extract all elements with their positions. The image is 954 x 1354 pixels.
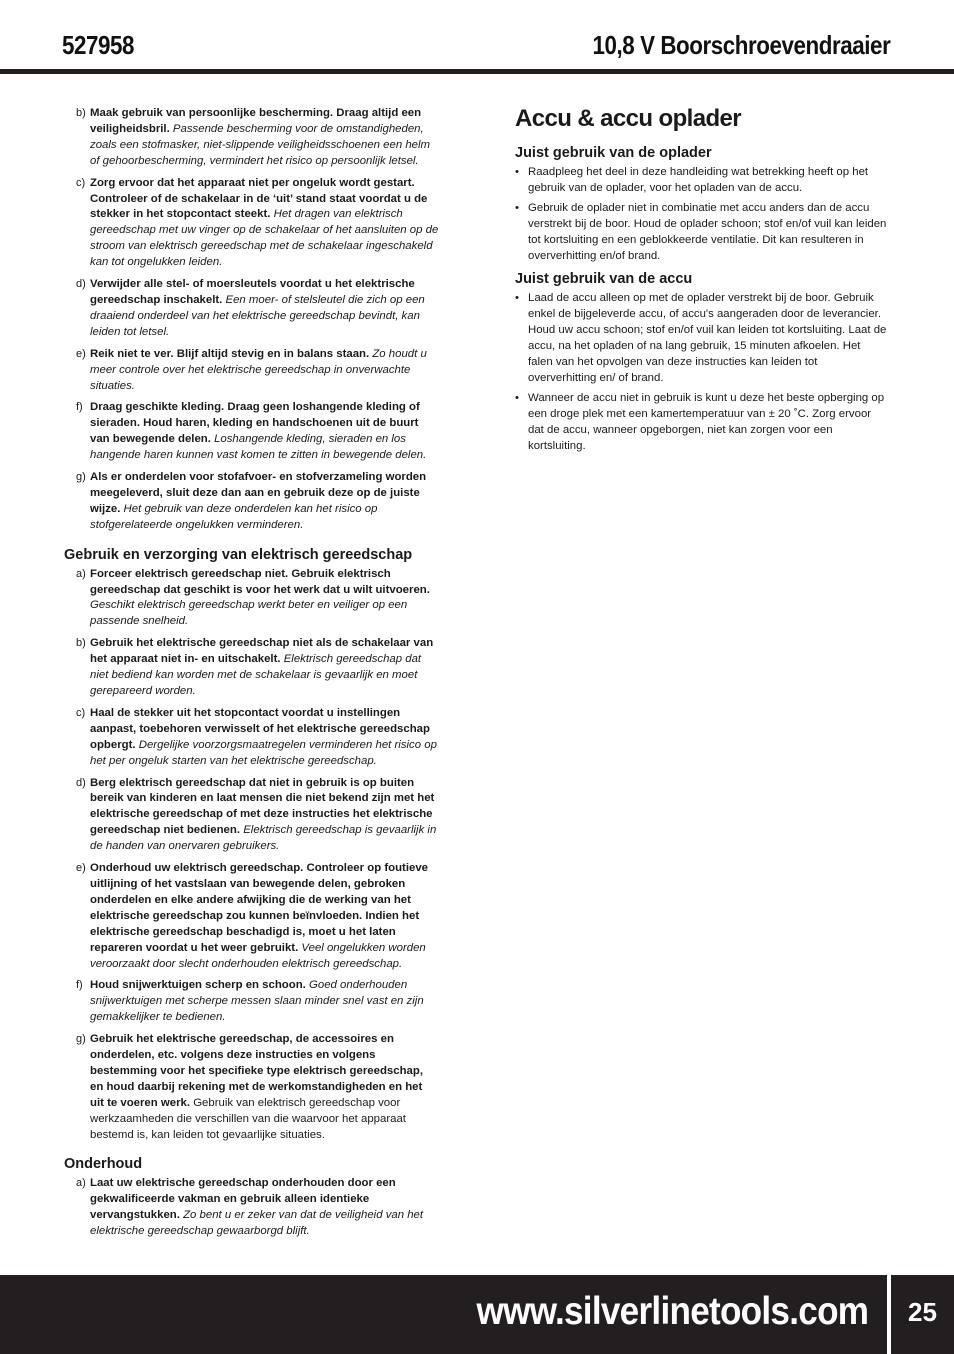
list-item	[64, 470, 439, 534]
battery-section-title: Accu & accu oplader	[515, 105, 742, 132]
list-item	[64, 1176, 439, 1240]
item-letter: b)	[76, 107, 86, 119]
item-instruction: Haal de stekker uit het stopcontact voordat u instellingen aanpast, toebehoren verwisselt of het elektrische gereedschap opbergt.	[90, 706, 430, 751]
page-number: 25	[908, 1297, 937, 1327]
list-item	[64, 347, 439, 395]
item-letter: a)	[76, 567, 86, 580]
item-explanation: Gebruik van elektrisch gereedschap voor werkzaamheden die verschillen van die waarvoor het apparaat bestemd is, kan leiden tot gevaarlijke situaties.	[90, 1096, 406, 1141]
item-explanation: Zo bent u er zeker van dat de veiligheid van het elektrische gereedschap gewaarborgd blijft.	[90, 1209, 424, 1238]
bullet-text: Wanneer de accu niet in gebruik is kunt u deze het beste opberging op een droge plek met een kamertemperatuur van ± 20 ˚C. Zorg ervoor dat de accu, wanneer opgeborgen, niet kan zorgen voor een kortsluiting.	[528, 391, 885, 452]
right-column	[515, 104, 887, 459]
bullet-item	[515, 391, 887, 455]
item-explanation: Passende bescherming voor de omstandigheden, zoals een stofmasker, niet-slippende veiligheidsschoenen een helm of gehoorbescherming, vermindert het risico op persoonlijk letsel.	[90, 122, 431, 167]
item-letter: b)	[76, 637, 86, 650]
item-instruction: Verwijder alle stel- of moersleutels voordat u het elektrische gereedschap inschakelt.	[90, 278, 415, 306]
item-instruction: Berg elektrisch gereedschap dat niet in gebruik is op buiten bereik van kinderen en laat mensen die niet bekend zijn met het elektrische gereedschap of met deze instructies het elektrische gereedschap niet bedienen.	[90, 776, 435, 837]
item-instruction: Als er onderdelen voor stofafvoer- en stofverzameling worden meegeleverd, sluit deze dan aan en gebruik deze op de juiste wijze.	[90, 471, 427, 515]
item-explanation: Dergelijke voorzorgsmaatregelen verminderen het risico op het per ongeluk starten van het elektrische gereedschap.	[90, 738, 437, 767]
bullet-item	[515, 165, 887, 197]
item-explanation: Veel ongelukken worden veroorzaakt door slecht onderhouden elektrisch gereedschap.	[90, 941, 426, 970]
website-url: www.silverlinetools.com	[476, 1290, 868, 1333]
section-heading-maintenance: Onderhoud	[64, 1156, 143, 1173]
list-item	[64, 106, 439, 170]
item-explanation: Goed onderhouden snijwerktuigen met scherpe messen slaan minder snel vast en zijn gemakkelijker te bedienen.	[90, 979, 424, 1024]
maintenance-list	[64, 1176, 439, 1240]
left-column	[64, 106, 439, 1246]
item-letter: a)	[76, 1177, 86, 1190]
item-instruction: Gebruik het elektrische gereedschap, de accessoires en onderdelen, etc. volgens deze instructies en volgens bestemming voor het specifieke type elektrisch gereedschap, en houd daarbij rekening met de werkomstandigheden en het uit te voeren werk.	[90, 1033, 423, 1109]
list-item	[64, 400, 439, 464]
item-explanation: Zo houdt u meer controle over het elektrische gereedschap in onverwachte situaties.	[90, 347, 427, 392]
list-item	[64, 706, 439, 770]
charger-bullets	[515, 165, 887, 264]
section-heading-tool-care: Gebruik en verzorging van elektrisch gereedschap	[64, 546, 413, 563]
item-explanation: Het gebruik van deze onderdelen kan het risico op stofgerelateerde ongelukken verminderen.	[90, 502, 378, 531]
item-instruction: Houd snijwerktuigen scherp en schoon.	[90, 979, 306, 992]
item-instruction: Onderhoud uw elektrisch gereedschap. Controleer op foutieve uitlijning of het vastslaan van bewegende delen, gebroken onderdelen en elke andere afwijking die de werking van het elektrische gereedschap zou kunnen beïnvloeden. Indien het elektrische gereedschap beschadigd is, moet u het laten repareren voordat u het weer gebruikt.	[90, 862, 428, 954]
item-instruction: Forceer elektrisch gereedschap niet. Gebruik elektrisch gereedschap dat geschikt is voor het werk dat u wilt uitvoeren.	[90, 567, 430, 596]
item-instruction: Zorg ervoor dat het apparaat niet per ongeluk wordt gestart. Controleer of de schakelaar in de ‘uit’ stand staat voordat u de stekker in het stopcontact steekt.	[90, 176, 428, 221]
item-letter: d)	[76, 278, 86, 291]
product-title: 10,8 V Boorschroevendraaier	[592, 30, 890, 60]
item-explanation: Geschikt elektrisch gereedschap werkt beter en veiliger op een passende snelheid.	[90, 599, 408, 628]
item-letter: d)	[76, 776, 86, 789]
bullet-dot: •	[515, 292, 519, 305]
item-letter: f)	[76, 979, 83, 992]
bullet-text: Raadpleeg het deel in deze handleiding wat betrekking heeft op het gebruik van de oplader, voor het opladen van de accu.	[528, 166, 869, 194]
item-instruction: Gebruik het elektrische gereedschap niet als de schakelaar van het apparaat niet in- en uitschakelt.	[90, 637, 434, 666]
charger-use-heading: Juist gebruik van de oplader	[515, 145, 712, 161]
header-rule	[0, 69, 954, 74]
item-letter: c)	[76, 706, 86, 719]
item-explanation: Elektrisch gereedschap dat niet bediend kan worden met de schakelaar is gevaarlijk en moet gerepareerd worden.	[90, 653, 422, 697]
item-letter: c)	[76, 176, 86, 189]
list-item	[64, 978, 439, 1026]
bullet-item	[515, 201, 887, 265]
bullet-dot: •	[515, 391, 519, 404]
battery-bullets	[515, 291, 887, 454]
bullet-dot: •	[515, 166, 519, 178]
item-instruction: Laat uw elektrische gereedschap onderhouden door een gekwalificeerde vakman en gebruik alleen identieke vervangstukken.	[90, 1177, 396, 1222]
tool-care-list	[64, 567, 439, 1144]
bullet-item	[515, 291, 887, 386]
item-letter: g)	[76, 1033, 86, 1046]
list-item	[64, 776, 439, 856]
list-item	[64, 567, 439, 631]
item-explanation: Elektrisch gereedschap is gevaarlijk in de handen van onervaren gebruikers.	[90, 824, 437, 853]
list-item	[64, 1032, 439, 1143]
item-explanation: Een moer- of stelsleutel die zich op een draaiend onderdeel van het elektrische gereedschap bevindt, kan leiden tot letsel.	[90, 293, 425, 338]
item-instruction: Maak gebruik van persoonlijke bescherming. Draag altijd een veiligheidsbril.	[90, 107, 422, 135]
item-instruction: Reik niet te ver. Blijf altijd stevig en in balans staan.	[90, 347, 370, 360]
product-code: 527958	[62, 30, 135, 60]
item-letter: f)	[76, 401, 83, 414]
battery-use-heading: Juist gebruik van de accu	[515, 271, 693, 288]
bullet-text: Laad de accu alleen op met de oplader verstrekt bij de boor. Gebruik enkel de bijgeleverde accu, of accu's aangeraden door de leverancier. Houd uw accu schoon; stof en/of vuil kan leiden tot kortsluiting. Laat de accu, na het opladen of na lang gebruik, 15 minuten afkoelen. Het falen van het opvolgen van deze instructies kan leiden tot oververhitting en/ of brand.	[528, 292, 887, 384]
item-explanation: Loshangende kleding, sieraden en los hangende haren kunnen vast komen te zitten in bewegende delen.	[90, 433, 427, 462]
item-letter: g)	[76, 471, 86, 484]
list-item	[64, 636, 439, 700]
bullet-dot: •	[515, 201, 519, 214]
item-letter: e)	[76, 347, 86, 360]
item-letter: e)	[76, 862, 86, 875]
bullet-text: Gebruik de oplader niet in combinatie met accu anders dan de accu verstrekt bij de boor. Houd de oplader schoon; stof en/of vuil kan leiden tot kortsluiting en een geblokkeerde ventilatie. Dit kan resulteren in oververhitting en/of brand.	[528, 201, 887, 262]
list-item	[64, 277, 439, 341]
list-item	[64, 861, 439, 972]
safety-list	[64, 106, 439, 534]
item-explanation: Het dragen van elektrisch gereedschap met uw vinger op de schakelaar of het aansluiten op de stroom van elektrisch gereedschap met de schakelaar ingeschakeld kan tot ongelukken leiden.	[90, 208, 439, 269]
list-item	[64, 176, 439, 271]
item-instruction: Draag geschikte kleding. Draag geen loshangende kleding of sieraden. Houd haren, kleding en handschoenen uit de buurt van bewegende delen.	[90, 401, 420, 446]
